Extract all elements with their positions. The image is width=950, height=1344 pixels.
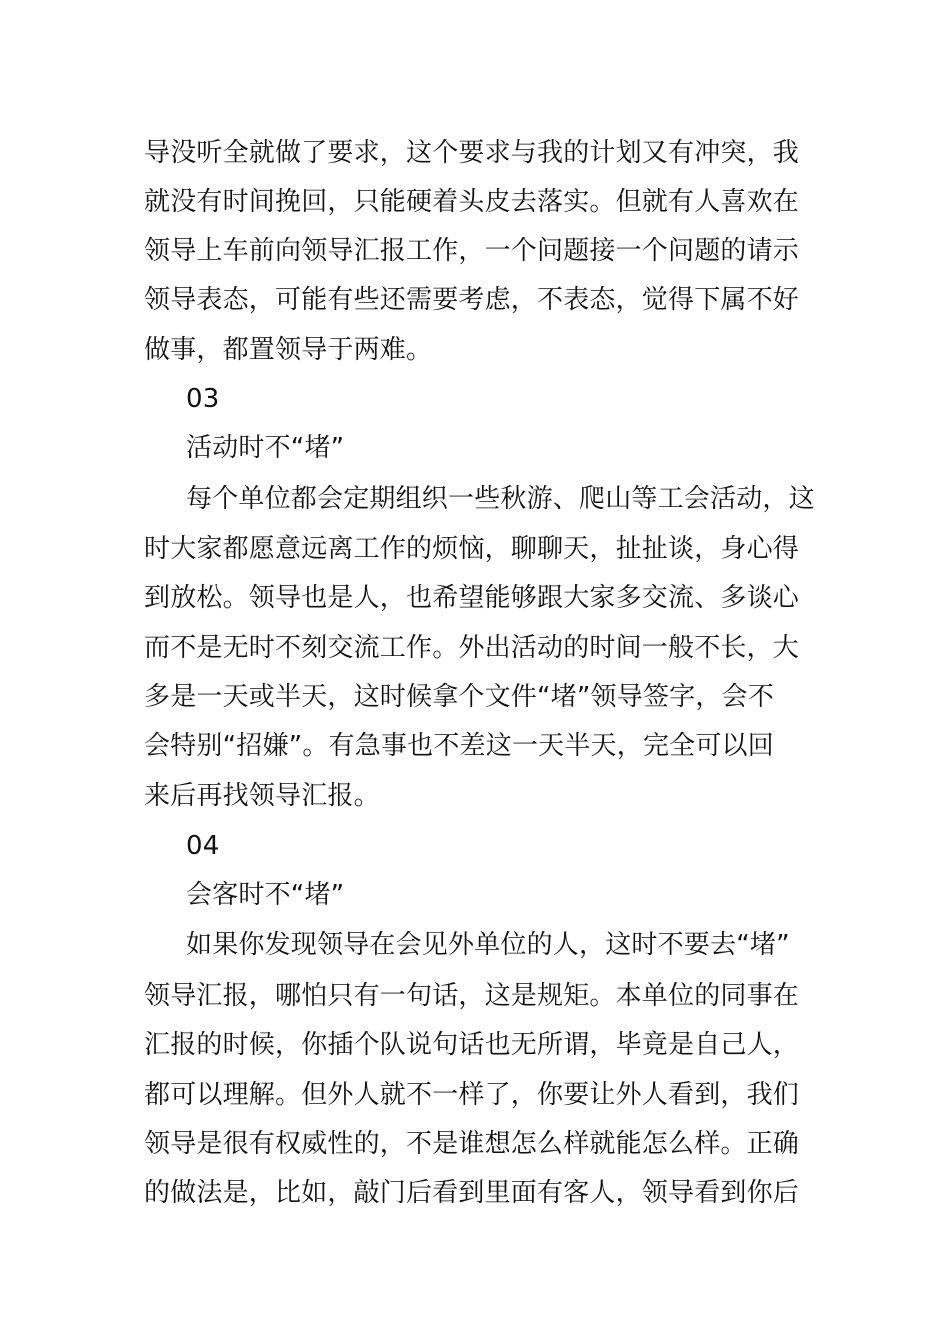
body-text-line: 汇报的时候，你插个队说句话也无所谓，毕竟是自己人， xyxy=(144,1030,800,1060)
body-text-line: 来后再找领导汇报。 xyxy=(144,781,380,811)
body-text-line: 领导汇报，哪怕只有一句话，这是规矩。本单位的同事在 xyxy=(144,981,800,1011)
body-text-line: 导没听全就做了要求，这个要求与我的计划又有冲突，我 xyxy=(144,138,800,168)
body-text-line: 到放松。领导也是人，也希望能够跟大家多交流、多谈心 xyxy=(144,583,800,613)
body-text-line: 每个单位都会定期组织一些秋游、爬山等工会活动，这 xyxy=(186,484,815,514)
body-text-line: 时大家都愿意远离工作的烦恼，聊聊天，扯扯谈，身心得 xyxy=(144,534,800,564)
body-text-line: 而不是无时不刻交流工作。外出活动的时间一般不长，大 xyxy=(144,633,800,663)
section-title-meeting-guests: 会客时不“堵” xyxy=(186,880,345,910)
body-text-line: 会特别“招嫌”。有急事也不差这一天半天，完全可以回 xyxy=(144,731,774,761)
body-text-line: 都可以理解。但外人就不一样了，你要让外人看到，我们 xyxy=(144,1080,800,1110)
body-text-line: 就没有时间挽回，只能硬着头皮去落实。但就有人喜欢在 xyxy=(144,187,800,217)
body-text-line: 的做法是，比如，敲门后看到里面有客人，领导看到你后 xyxy=(144,1178,800,1208)
body-text-line: 多是一天或半天，这时候拿个文件“堵”领导签字，会不 xyxy=(144,682,774,712)
body-text-line: 领导是很有权威性的，不是谁想怎么样就能怎么样。正确 xyxy=(144,1129,800,1159)
body-text-line: 领导表态，可能有些还需要考虑，不表态，觉得下属不好 xyxy=(144,285,800,315)
body-text-line: 领导上车前向领导汇报工作，一个问题接一个问题的请示 xyxy=(144,236,800,266)
section-number-04: 04 xyxy=(186,831,220,861)
body-text-line: 如果你发现领导在会见外单位的人，这时不要去“堵” xyxy=(186,930,790,960)
section-number-03: 03 xyxy=(186,384,220,414)
body-text-line: 做事，都置领导于两难。 xyxy=(144,335,433,365)
section-title-activity: 活动时不“堵” xyxy=(186,433,345,463)
